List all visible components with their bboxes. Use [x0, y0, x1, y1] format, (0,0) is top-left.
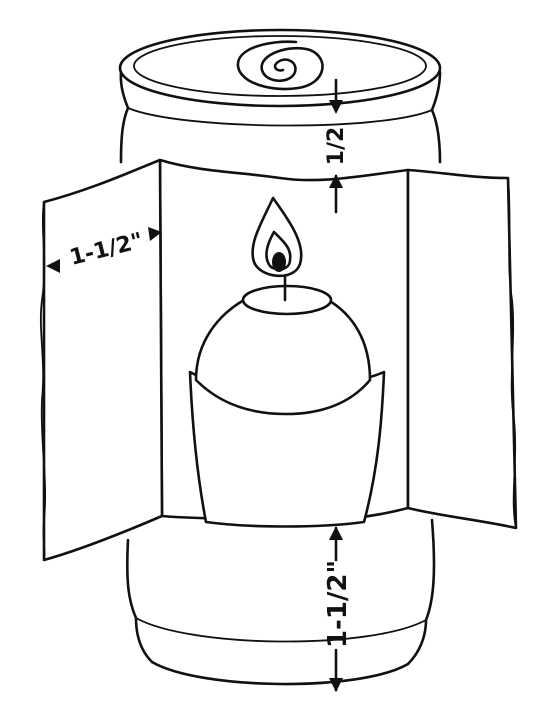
- can-lid-inner-rim: [134, 36, 426, 96]
- left-flap: [44, 160, 162, 560]
- dim-bottom-gap-label: 1-1/2": [323, 559, 353, 649]
- dim-flap-width-label: 1-1/2": [67, 228, 146, 271]
- can-lid-spiral: [238, 42, 323, 89]
- can-shoulder-left: [121, 72, 128, 162]
- dim-top-arrowhead-1: [329, 100, 343, 114]
- can-upper-band: [128, 108, 432, 126]
- can-lower-left: [127, 540, 152, 662]
- dim-bottom-arrowhead-1: [329, 526, 343, 540]
- candle-top: [243, 286, 331, 314]
- dimension-bottom-gap: [323, 526, 353, 692]
- can-shoulder-right: [432, 72, 440, 162]
- flame-core: [272, 252, 286, 272]
- right-flap: [408, 170, 516, 528]
- dim-bottom-arrowhead-2: [329, 678, 343, 692]
- can-bottom-rim: [152, 662, 408, 684]
- can-lower-right: [408, 520, 434, 664]
- can-bottom-band: [136, 618, 426, 642]
- dim-top-gap-label: 1/2: [324, 126, 349, 166]
